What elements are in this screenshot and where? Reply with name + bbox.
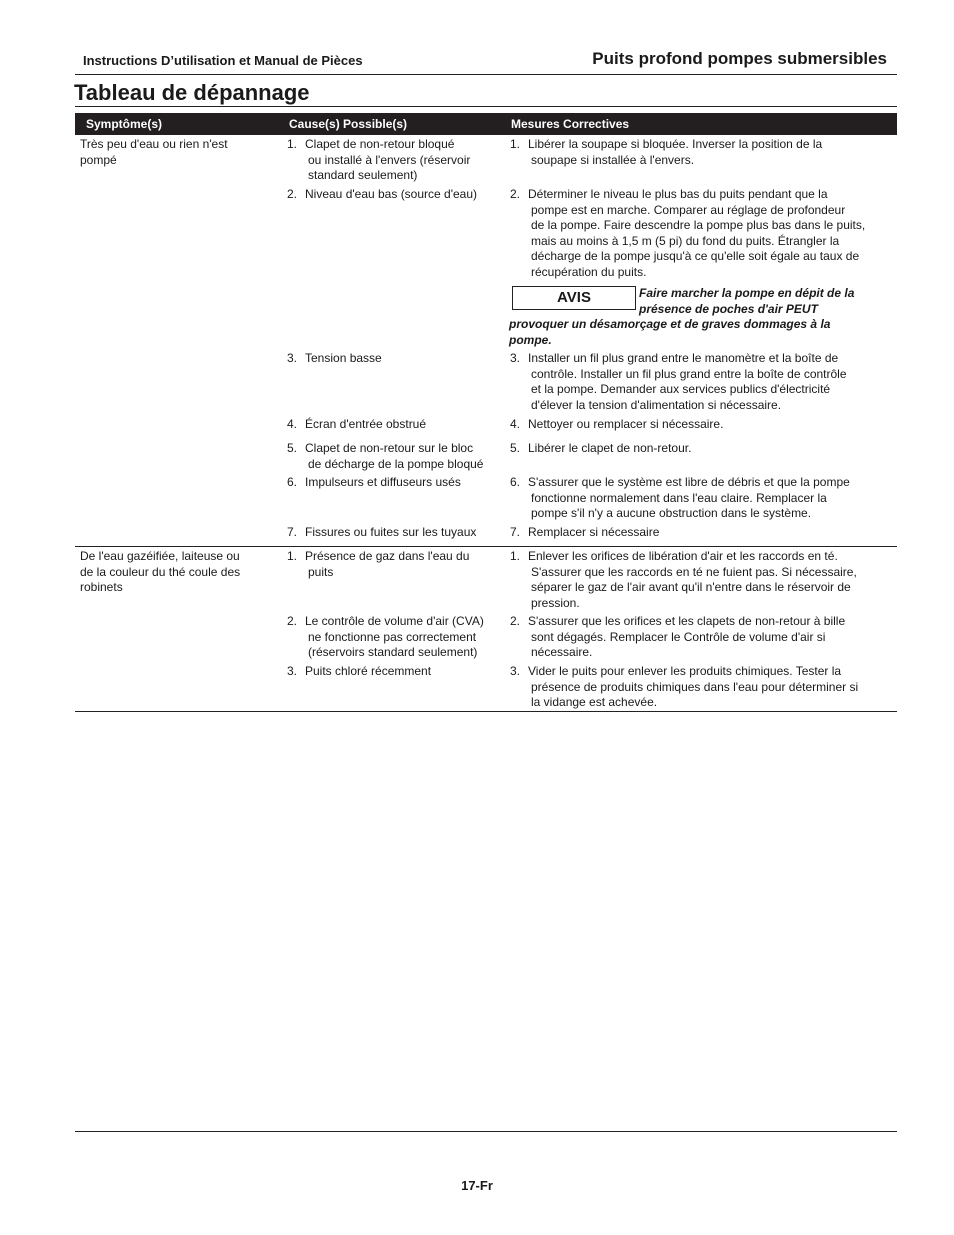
footer-rule <box>75 1131 897 1132</box>
item-number: 2. <box>287 614 298 628</box>
text-line: présence de produits chimiques dans l'eau pour déterminer si <box>531 679 859 694</box>
item-number: 2. <box>287 187 298 201</box>
text-line: pompé <box>80 152 117 167</box>
text-line: robinets <box>80 580 123 595</box>
item-number: 7. <box>510 525 521 539</box>
row-divider <box>75 546 897 547</box>
item-number: 4. <box>287 417 298 431</box>
item-number: 2. <box>510 614 521 628</box>
remedy-item <box>528 664 858 711</box>
item-number: 6. <box>510 475 521 489</box>
text-line: et la pompe. Demander aux services publics d'électricité <box>531 382 831 397</box>
text-line: S'assurer que le système est libre de débris et que la pompe <box>528 475 850 489</box>
text-line: Remplacer si nécessaire <box>528 525 660 539</box>
remedy-item <box>528 614 845 661</box>
text-line: Clapet de non-retour bloqué <box>305 137 455 151</box>
item-number: 2. <box>510 187 521 201</box>
text-line: Puits chloré récemment <box>305 664 432 678</box>
text-line: puits <box>308 564 334 579</box>
item-number: 1. <box>287 549 298 563</box>
text-line: pression. <box>531 595 580 610</box>
cause-item <box>305 475 461 491</box>
text-line: la vidange est achevée. <box>531 695 658 710</box>
text-line: récupération du puits. <box>531 264 647 279</box>
column-header-symptom: Symptôme(s) <box>86 117 163 131</box>
text-line: Très peu d'eau ou rien n'est <box>80 137 228 151</box>
table-header <box>75 113 897 135</box>
text-line: soupape si installée à l'envers. <box>531 152 695 167</box>
text-line: mais au moins à 1,5 m (5 pi) du fond du puits. Étrangler la <box>531 233 840 248</box>
notice-badge: AVIS <box>512 286 636 310</box>
item-number: 6. <box>287 475 298 489</box>
text-line: provoquer un désamorçage et de graves dommages à la <box>509 317 831 331</box>
text-line: pompe s'il n'y a aucune obstruction dans le système. <box>531 506 812 521</box>
text-line: Clapet de non-retour sur le bloc <box>305 441 474 455</box>
cause-item <box>305 614 484 661</box>
header-left: Instructions D’utilisation et Manual de Pièces <box>83 53 363 68</box>
item-number: 7. <box>287 525 298 539</box>
column-header-remedies: Mesures Correctives <box>511 117 630 131</box>
cause-item <box>305 664 431 680</box>
text-line: ne fonctionne pas correctement <box>308 629 477 644</box>
header-rule <box>75 74 897 75</box>
remedy-item <box>528 137 822 168</box>
column-header-causes: Cause(s) Possible(s) <box>289 117 408 131</box>
text-line: Présence de gaz dans l'eau du <box>305 549 470 563</box>
cause-item <box>305 549 469 580</box>
text-line: standard seulement) <box>308 168 418 183</box>
text-line: (réservoirs standard seulement) <box>308 645 478 660</box>
notice-text <box>639 286 854 317</box>
page-title: Tableau de dépannage <box>74 80 310 105</box>
remedy-item <box>528 441 691 457</box>
text-line: Installer un fil plus grand entre le manomètre et la boîte de <box>528 351 839 365</box>
text-line: Libérer la soupape si bloquée. Inverser la position de la <box>528 137 823 151</box>
remedy-item <box>528 549 857 611</box>
text-line: Vider le puits pour enlever les produits chimiques. Tester la <box>528 664 842 678</box>
item-number: 5. <box>510 441 521 455</box>
text-line: Fissures ou fuites sur les tuyaux <box>305 525 477 539</box>
cause-item <box>305 417 426 433</box>
text-line: de la pompe. Faire descendre la pompe plus bas dans le puits, <box>531 218 866 233</box>
symptom-cell <box>80 137 228 168</box>
text-line: Tension basse <box>305 351 382 365</box>
remedy-item <box>528 351 847 413</box>
text-line: pompe est en marche. Comparer au réglage de profondeur <box>531 202 846 217</box>
remedy-item <box>528 417 723 433</box>
text-line: de la couleur du thé coule des <box>80 564 241 579</box>
header-right: Puits profond pompes submersibles <box>592 49 887 68</box>
item-number: 4. <box>510 417 521 431</box>
text-line: S'assurer que les raccords en té ne fuient pas. Si nécessaire, <box>531 564 857 579</box>
item-number: 3. <box>287 351 298 365</box>
text-line: Niveau d'eau bas (source d'eau) <box>305 187 478 201</box>
text-line: pompe. <box>509 332 552 347</box>
text-line: présence de poches d'air PEUT <box>639 301 818 316</box>
item-number: 3. <box>510 351 521 365</box>
page-number: 17-Fr <box>461 1178 493 1193</box>
remedy-item <box>528 525 659 541</box>
cause-item <box>305 351 382 367</box>
text-line: ou installé à l'envers (réservoir <box>308 152 471 167</box>
text-line: Libérer le clapet de non-retour. <box>528 441 692 455</box>
cause-item <box>305 187 477 203</box>
text-line: Enlever les orifices de libération d'air et les raccords en té. <box>528 549 838 563</box>
text-line: sont dégagés. Remplacer le Contrôle de volume d'air si <box>531 629 826 644</box>
item-number: 1. <box>510 549 521 563</box>
cause-item <box>305 441 483 472</box>
item-number: 3. <box>510 664 521 678</box>
table-bottom-rule <box>75 711 897 712</box>
notice-text-continued <box>509 317 830 348</box>
symptom-cell <box>80 549 240 596</box>
text-line: d'élever la tension d'alimentation si nécessaire. <box>531 397 782 412</box>
cause-item <box>305 137 470 184</box>
text-line: contrôle. Installer un fil plus grand entre la boîte de contrôle <box>531 366 847 381</box>
remedy-item <box>528 187 865 281</box>
text-line: Écran d'entrée obstrué <box>305 417 427 431</box>
item-number: 1. <box>510 137 521 151</box>
text-line: Impulseurs et diffuseurs usés <box>305 475 461 489</box>
cause-item <box>305 525 476 541</box>
text-line: séparer le gaz de l'air avant qu'il n'entre dans le réservoir de <box>531 580 851 595</box>
text-line: nécessaire. <box>531 645 593 660</box>
item-number: 1. <box>287 137 298 151</box>
text-line: Déterminer le niveau le plus bas du puits pendant que la <box>528 187 828 201</box>
text-line: Le contrôle de volume d'air (CVA) <box>305 614 484 628</box>
text-line: fonctionne normalement dans l'eau claire. Remplacer la <box>531 490 827 505</box>
text-line: Faire marcher la pompe en dépit de la <box>639 286 855 300</box>
text-line: Nettoyer ou remplacer si nécessaire. <box>528 417 724 431</box>
item-number: 5. <box>287 441 298 455</box>
text-line: de décharge de la pompe bloqué <box>308 456 484 471</box>
item-number: 3. <box>287 664 298 678</box>
text-line: De l'eau gazéifiée, laiteuse ou <box>80 549 240 563</box>
text-line: S'assurer que les orifices et les clapets de non-retour à bille <box>528 614 846 628</box>
remedy-item <box>528 475 850 522</box>
title-rule <box>75 106 897 107</box>
text-line: décharge de la pompe jusqu'à ce qu'elle soit égale au taux de <box>531 249 860 264</box>
